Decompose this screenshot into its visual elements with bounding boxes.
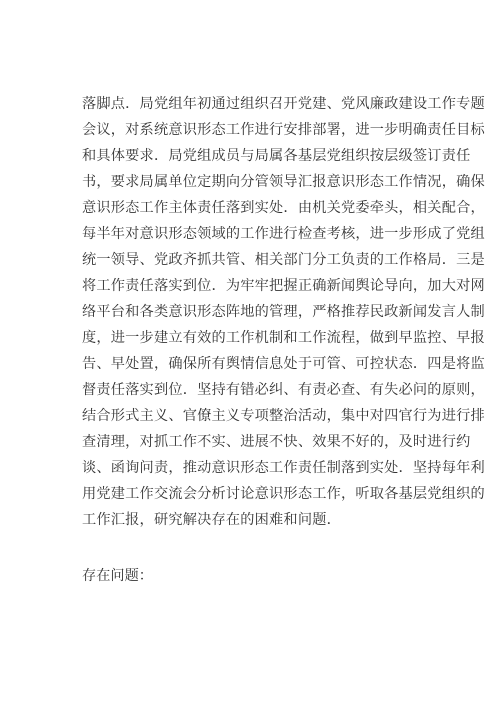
paragraph-line: 谈、函询问责，推动意识形态工作责任制落到实处．坚持每年利 xyxy=(82,460,485,476)
paragraph-line: 意识形态工作主体责任落到实处．由机关党委牵头，相关配合， xyxy=(82,200,485,216)
paragraph-line: 结合形式主义、官僚主义专项整治活动，集中对四官行为进行排 xyxy=(82,408,485,424)
paragraph-line: 用党建工作交流会分析讨论意识形态工作，听取各基层党组织的 xyxy=(82,486,485,502)
paragraph-line: 告、早处置，确保所有舆情信息处于可管、可控状态．四是将监 xyxy=(82,356,485,372)
paragraph-line: 会议，对系统意识形态工作进行安排部署，进一步明确责任目标 xyxy=(82,122,485,138)
paragraph-line: 落脚点．局党组年初通过组织召开党建、党风廉政建设工作专题 xyxy=(82,96,485,112)
paragraph-line: 将工作责任落实到位．为牢牢把握正确新闻舆论导向，加大对网 xyxy=(82,278,485,294)
paragraph-line: 络平台和各类意识形态阵地的管理，严格推荐民政新闻发言人制 xyxy=(82,304,485,320)
paragraph-line: 每半年对意识形态领域的工作进行检查考核，进一步形成了党组 xyxy=(82,226,485,242)
paragraph-line: 度，进一步建立有效的工作机制和工作流程，做到早监控、早报 xyxy=(82,330,485,346)
paragraph-line: 书，要求局属单位定期向分管领导汇报意识形态工作情况，确保 xyxy=(82,174,485,190)
paragraph-line: 查清理，对抓工作不实、进展不快、效果不好的，及时进行约 xyxy=(82,434,471,450)
paragraph-line: 统一领导、党政齐抓共管、相关部门分工负责的工作格局．三是 xyxy=(82,252,485,268)
paragraph-line: 工作汇报，研究解决存在的困难和问题． xyxy=(82,512,341,528)
paragraph-line: 督责任落实到位．坚持有错必纠、有责必查、有失必问的原则， xyxy=(82,382,485,398)
paragraph-line: 和具体要求．局党组成员与局属各基层党组织按层级签订责任 xyxy=(82,148,471,164)
section-heading: 存在问题： xyxy=(82,568,153,584)
